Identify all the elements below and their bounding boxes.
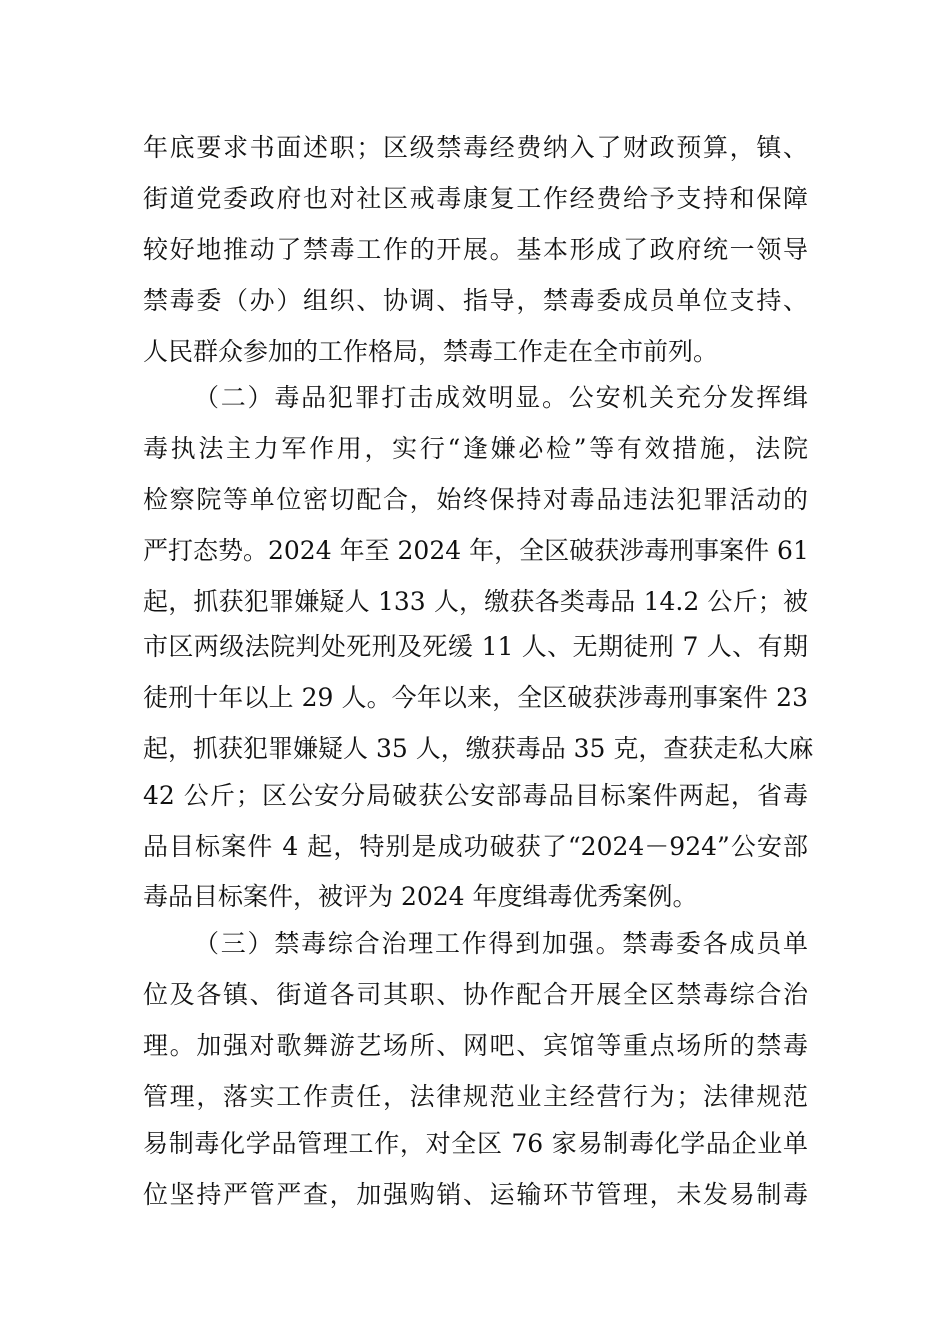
text-line: 起，抓获犯罪嫌疑人 133 人，缴获各类毒品 14.2 公斤；被 bbox=[143, 587, 808, 616]
text-line: 位及各镇、街道各司其职、协作配合开展全区禁毒综合治 bbox=[143, 980, 808, 1009]
text-line: 起，抓获犯罪嫌疑人 35 人，缴获毒品 35 克，查获走私大麻 bbox=[143, 734, 814, 763]
text-line: 毒品目标案件，被评为 2024 年度缉毒优秀案例。 bbox=[143, 882, 698, 911]
text-line: 徒刑十年以上 29 人。今年以来，全区破获涉毒刑事案件 23 bbox=[143, 683, 808, 712]
paragraph-heading-line: （二）毒品犯罪打击成效明显。公安机关充分发挥缉 bbox=[194, 383, 808, 412]
text-line: 管理，落实工作责任，法律规范业主经营行为；法律规范 bbox=[143, 1082, 808, 1111]
text-line: 人民群众参加的工作格局，禁毒工作走在全市前列。 bbox=[143, 337, 719, 366]
text-line: 街道党委政府也对社区戒毒康复工作经费给予支持和保障 bbox=[143, 184, 808, 213]
text-line: 42 公斤；区公安分局破获公安部毒品目标案件两起，省毒 bbox=[143, 781, 808, 810]
text-line: 理。加强对歌舞游艺场所、网吧、宾馆等重点场所的禁毒 bbox=[143, 1031, 808, 1060]
text-line: 禁毒委（办）组织、协调、指导，禁毒委成员单位支持、 bbox=[143, 286, 808, 315]
text-line: 品目标案件 4 起，特别是成功破获了“2024－924”公安部 bbox=[143, 832, 808, 861]
text-line: 位坚持严管严查，加强购销、运输环节管理，未发易制毒 bbox=[143, 1180, 808, 1209]
text-line: 市区两级法院判处死刑及死缓 11 人、无期徒刑 7 人、有期 bbox=[143, 632, 808, 661]
text-line: 较好地推动了禁毒工作的开展。基本形成了政府统一领导 bbox=[143, 235, 808, 264]
text-line: 年底要求书面述职；区级禁毒经费纳入了财政预算，镇、 bbox=[143, 133, 808, 162]
text-line: 检察院等单位密切配合，始终保持对毒品违法犯罪活动的 bbox=[143, 485, 808, 514]
paragraph-heading-line: （三）禁毒综合治理工作得到加强。禁毒委各成员单 bbox=[194, 929, 808, 958]
text-line: 易制毒化学品管理工作，对全区 76 家易制毒化学品企业单 bbox=[143, 1129, 808, 1158]
text-line: 严打态势。2024 年至 2024 年，全区破获涉毒刑事案件 61 bbox=[143, 536, 809, 565]
text-line: 毒执法主力军作用，实行“逢嫌必检”等有效措施，法院 bbox=[143, 434, 808, 463]
